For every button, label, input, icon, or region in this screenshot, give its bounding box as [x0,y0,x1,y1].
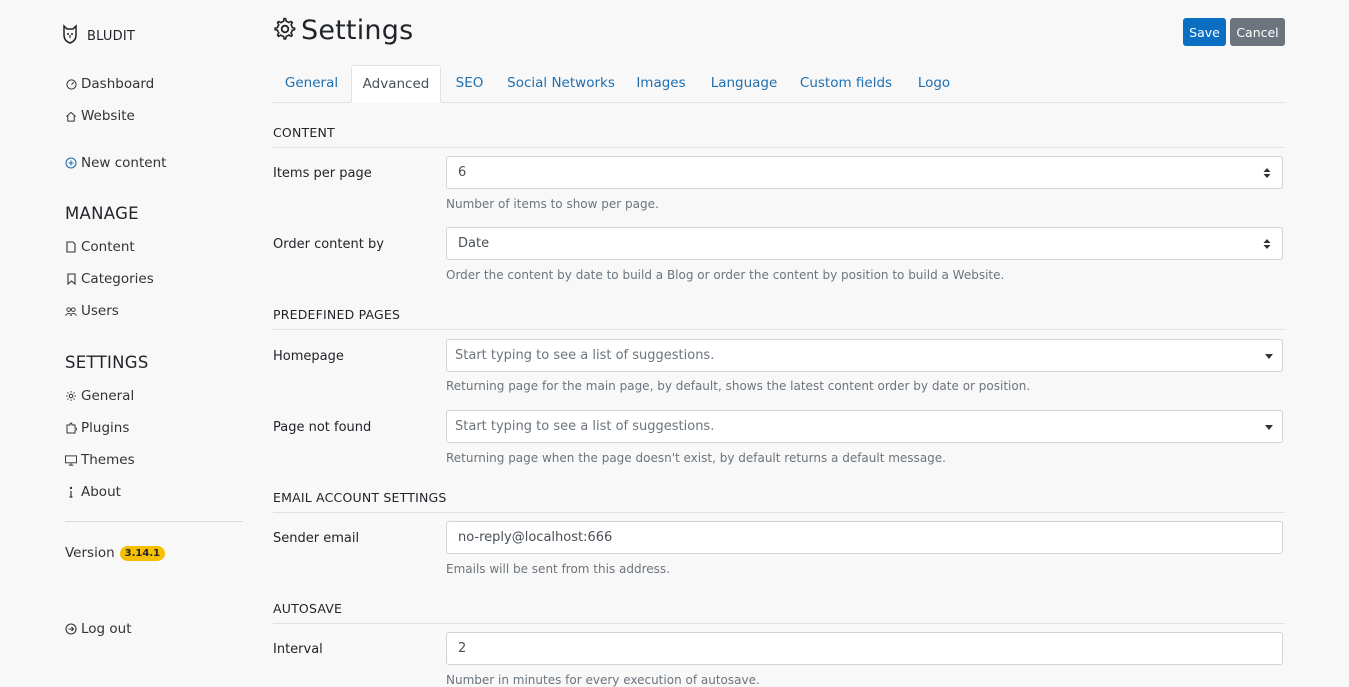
sidebar-item-label: Users [81,303,119,319]
sidebar-item-label: Plugins [81,420,130,436]
section-email-title: EMAIL ACCOUNT SETTINGS [273,490,1285,513]
brand[interactable] [62,24,135,48]
tab-logo[interactable]: Logo [917,75,951,91]
sidebar-item-label: Website [81,108,135,124]
main-content [273,0,1285,687]
order-content-select[interactable] [446,227,1283,260]
sidebar-item-general[interactable] [65,388,134,404]
tab-images[interactable]: Images [636,75,686,91]
settings-tabs [273,65,1285,103]
homepage-autocomplete[interactable] [446,339,1283,372]
sidebar-item-content[interactable] [65,239,135,255]
version-badge: 3.14.1 [120,546,165,561]
section-predefined-title: PREDEFINED PAGES [273,307,1285,330]
page-title [273,15,413,46]
order-content-label: Order content by [273,237,384,252]
sender-email-label: Sender email [273,531,360,546]
page-not-found-placeholder: Start typing to see a list of suggestions. [455,419,715,434]
select-arrows-icon [1263,238,1271,250]
sender-email-value: no-reply@localhost:666 [458,530,613,545]
interval-label: Interval [273,642,323,657]
order-content-value: Date [458,236,490,251]
sidebar-item-themes[interactable] [65,452,135,468]
sidebar-item-users[interactable] [65,303,119,319]
sidebar-item-label: Themes [81,452,135,468]
gear-icon [65,390,77,402]
sidebar-divider [65,521,243,522]
brand-name: BLUDIT [87,28,136,44]
version-label: Version [65,545,115,561]
new-content-label: New content [81,155,167,171]
tab-seo[interactable]: SEO [455,75,484,91]
logout-label: Log out [81,621,132,637]
items-per-page-select[interactable] [446,156,1283,189]
interval-value: 2 [458,641,467,656]
section-autosave-title: AUTOSAVE [273,601,1285,624]
tab-language[interactable]: Language [710,75,778,91]
page-not-found-help: Returning page when the page doesn't exist, by default returns a default message. [446,451,946,465]
plus-circle-icon [65,157,77,169]
order-content-help: Order the content by date to build a Blog or order the content by position to build a Website. [446,268,1005,282]
sender-email-help: Emails will be sent from this address. [446,562,670,576]
tab-custom-fields[interactable]: Custom fields [799,75,893,91]
section-content-title: CONTENT [273,125,1285,148]
sidebar-item-label: About [81,484,121,500]
sidebar-item-plugins[interactable] [65,420,129,436]
new-content-link[interactable] [65,155,166,171]
items-per-page-label: Items per page [273,166,372,181]
save-button[interactable]: Save [1183,18,1226,46]
manage-title: MANAGE [65,204,139,223]
page-not-found-label: Page not found [273,420,372,435]
dashboard-icon [65,78,77,90]
tab-social-networks[interactable]: Social Networks [507,75,615,91]
homepage-help: Returning page for the main page, by default, shows the latest content order by date or position. [446,379,1031,393]
users-icon [65,305,77,317]
logout-icon [65,623,77,635]
file-icon [65,241,77,253]
home-icon [65,110,77,122]
version-info [65,545,165,561]
sidebar-item-about[interactable] [65,484,121,500]
sidebar-item-categories[interactable] [65,271,154,287]
sidebar-item-label: Content [81,239,135,255]
settings-title: SETTINGS [65,353,149,372]
sidebar-item-dashboard[interactable] [65,76,154,92]
sidebar [0,0,260,682]
homepage-placeholder: Start typing to see a list of suggestions. [455,348,715,363]
interval-input[interactable] [446,632,1283,665]
homepage-label: Homepage [273,349,344,364]
sidebar-item-label: Categories [81,271,154,287]
info-icon [65,486,77,498]
cancel-button[interactable]: Cancel [1230,18,1285,46]
monitor-icon [65,454,77,466]
bludit-logo-icon [62,24,78,48]
logout-link[interactable] [65,621,132,637]
page-not-found-autocomplete[interactable] [446,410,1283,443]
select-arrows-icon [1263,167,1271,179]
sidebar-item-label: General [81,388,135,404]
sidebar-item-label: Dashboard [81,76,155,92]
gear-icon [273,17,297,45]
items-per-page-value: 6 [458,165,467,180]
tab-general[interactable]: General [284,75,339,91]
page-title-text: Settings [301,15,414,46]
sidebar-item-website[interactable] [65,108,135,124]
bookmark-icon [65,273,77,285]
tab-advanced[interactable]: Advanced [351,65,441,103]
puzzle-icon [65,422,77,434]
dropdown-arrow-icon [1265,425,1273,430]
dropdown-arrow-icon [1265,354,1273,359]
interval-help: Number in minutes for every execution of autosave. [446,673,760,687]
items-per-page-help: Number of items to show per page. [446,197,659,211]
sender-email-input[interactable] [446,521,1283,554]
